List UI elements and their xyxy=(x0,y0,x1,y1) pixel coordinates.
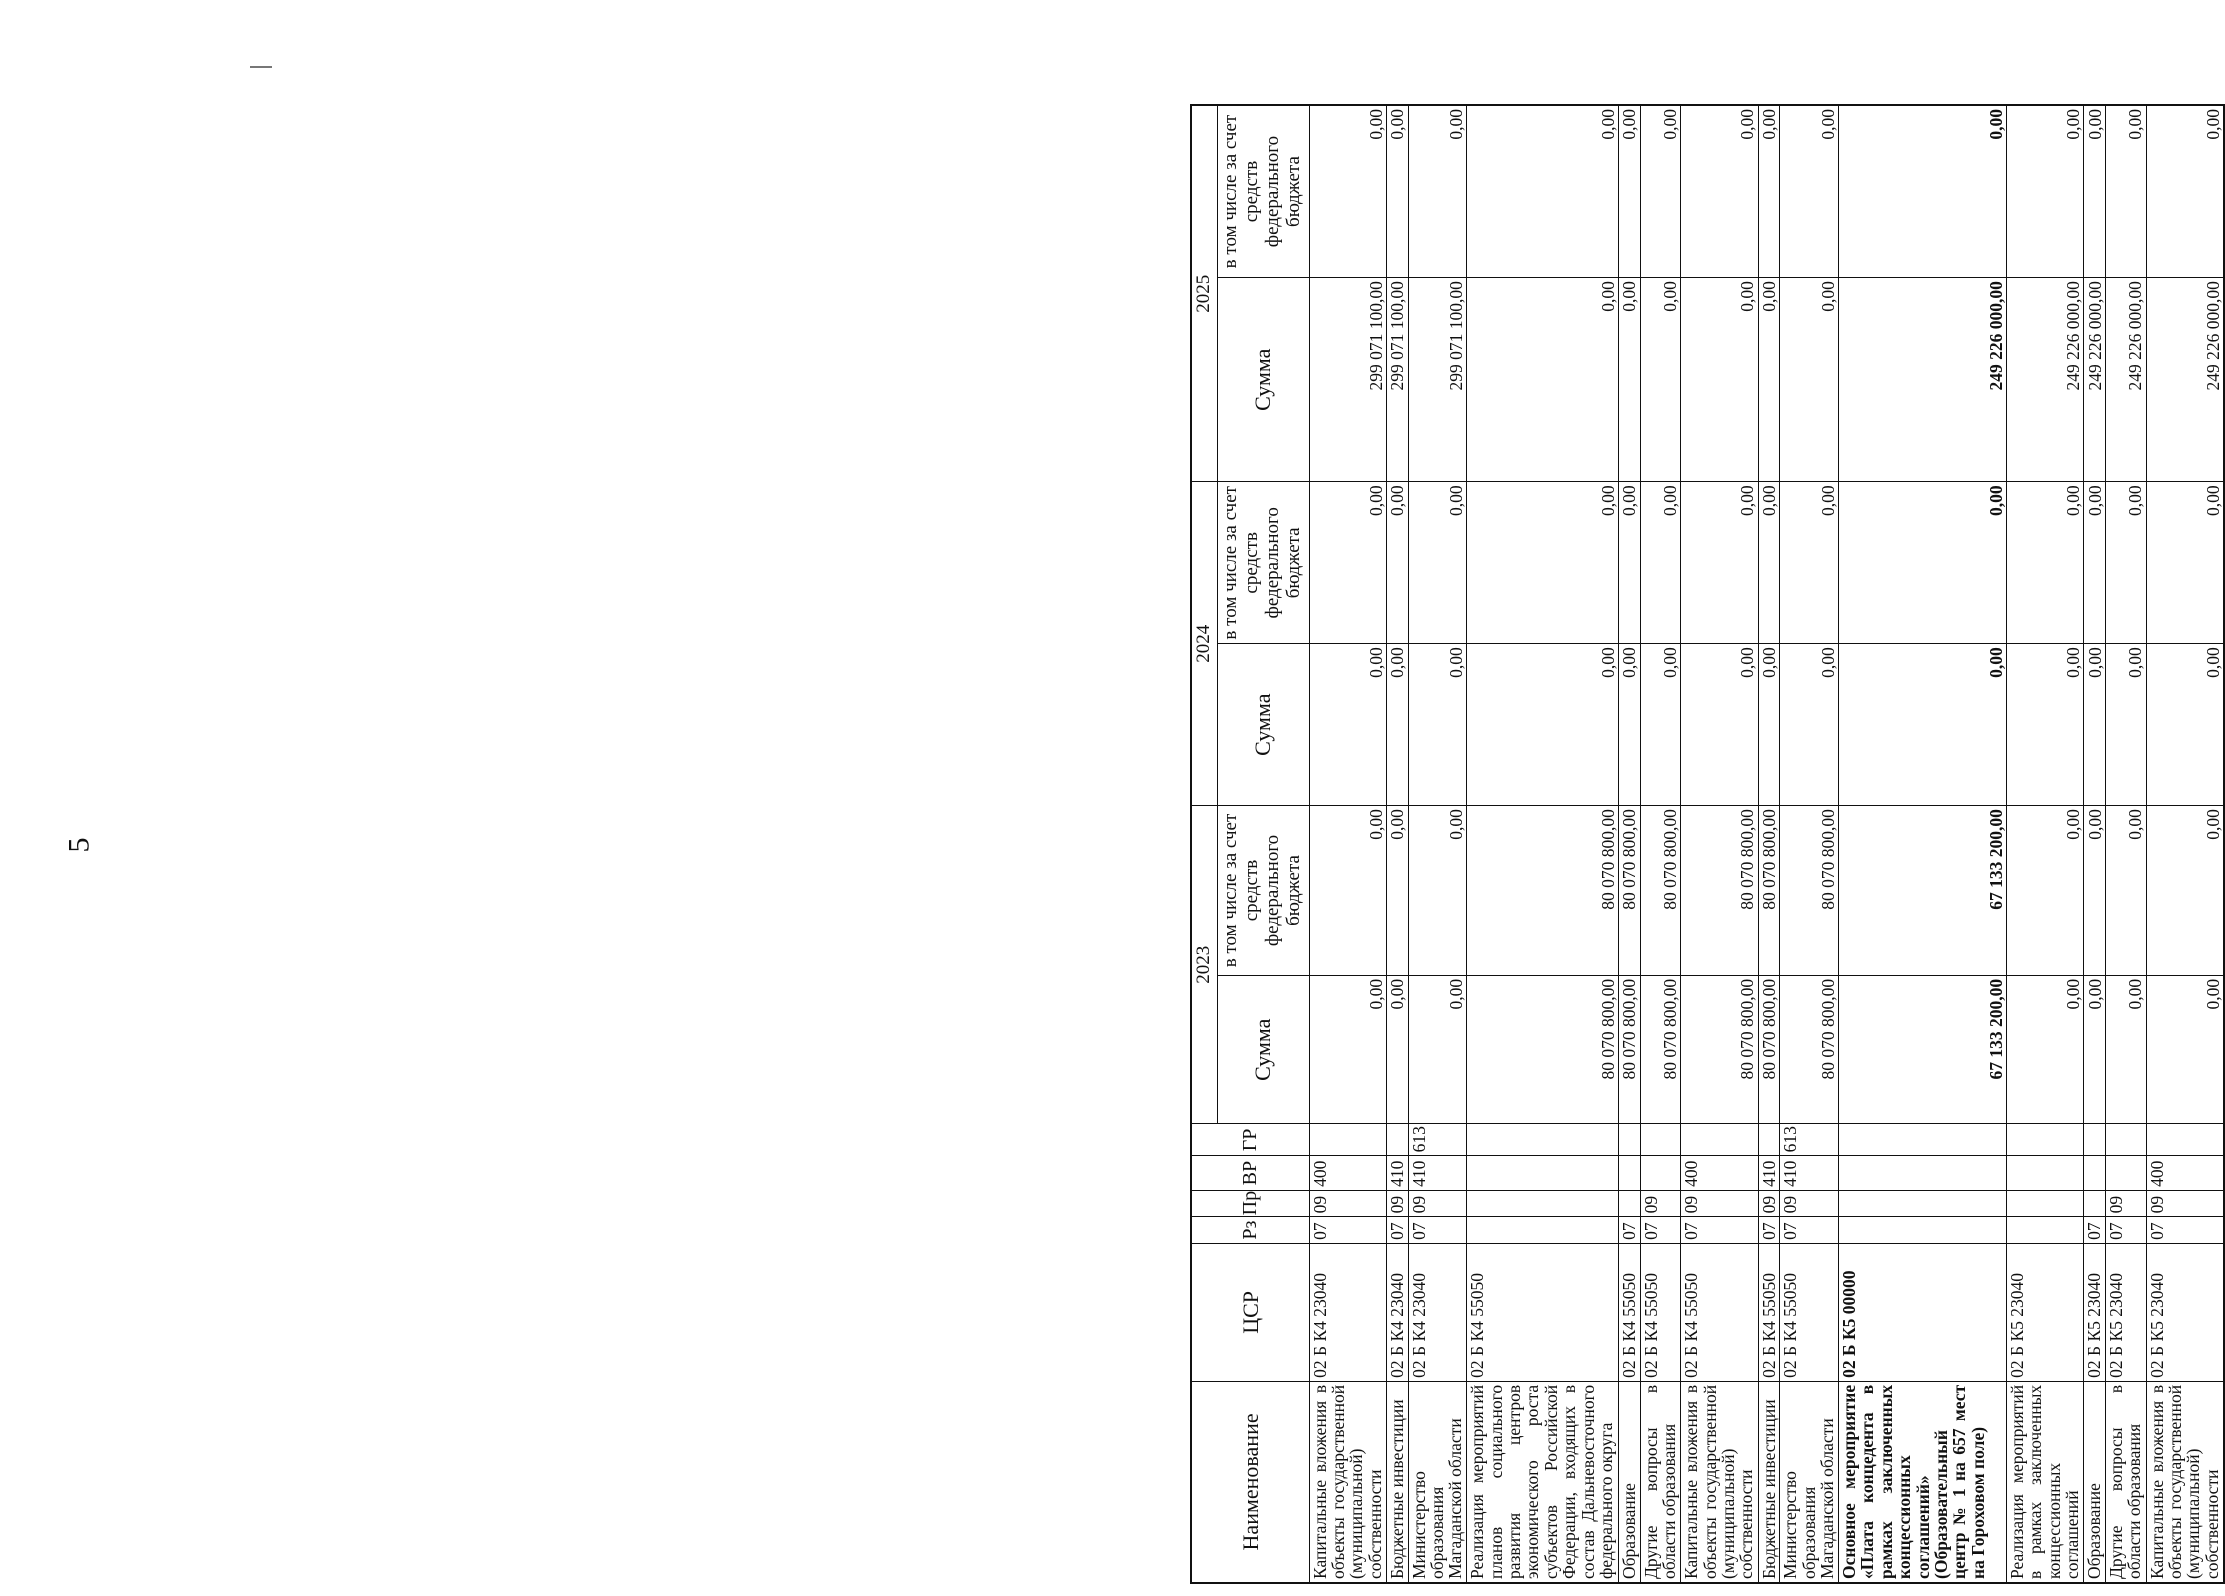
row-pr: 09 xyxy=(1408,1190,1467,1217)
row-gr xyxy=(1467,1124,1619,1156)
row-pr xyxy=(1619,1190,1641,1217)
rotated-table-wrapper xyxy=(1190,104,2225,1584)
table-row xyxy=(1619,105,1641,1583)
row-value: 249 226 000,00 xyxy=(2146,278,2224,482)
row-csr: 02 Б К5 23040 xyxy=(2146,1243,2224,1381)
row-value: 0,00 xyxy=(2106,482,2146,644)
row-value: 0,00 xyxy=(1309,975,1386,1124)
row-rz: 07 xyxy=(2084,1217,2106,1244)
table-row xyxy=(1467,105,1619,1583)
row-name: Бюджетные инвестиции xyxy=(1386,1381,1408,1583)
row-value: 0,00 xyxy=(1309,644,1386,806)
row-vr: 410 xyxy=(1386,1156,1408,1190)
row-name: Капитальные вложения в объекты государственной (муниципальной) собственности xyxy=(1309,1381,1386,1583)
row-csr: 02 Б К5 23040 xyxy=(2106,1243,2146,1381)
row-value: 299 071 100,00 xyxy=(1386,278,1408,482)
row-value: 0,00 xyxy=(1467,644,1619,806)
row-name: Основное мероприятие «Плата концедента в рамках заключенных концессионных соглашений» (Образовательный центр № 1 на 657 мест на Гороховом поле) xyxy=(1839,1381,2007,1583)
row-vr xyxy=(2084,1156,2106,1190)
row-rz: 07 xyxy=(1408,1217,1467,1244)
row-pr: 09 xyxy=(1386,1190,1408,1217)
row-value: 67 133 200,00 xyxy=(1839,975,2007,1124)
row-name: Реализация мероприятий планов социального развития центров экономического роста субъектов Российской Федерации, входящих в состав Дальневосточного федерального округа xyxy=(1467,1381,1619,1583)
row-gr xyxy=(2084,1124,2106,1156)
row-vr: 400 xyxy=(1681,1156,1758,1190)
row-name: Образование xyxy=(1619,1381,1641,1583)
row-value: 0,00 xyxy=(1758,644,1780,806)
row-value: 80 070 800,00 xyxy=(1467,975,1619,1124)
row-value: 0,00 xyxy=(1309,105,1386,278)
header-row-years xyxy=(1191,105,1217,1583)
row-rz: 07 xyxy=(2106,1217,2146,1244)
row-value: 249 226 000,00 xyxy=(2007,278,2084,482)
row-value: 0,00 xyxy=(2106,644,2146,806)
row-value: 0,00 xyxy=(2146,105,2224,278)
row-pr xyxy=(1467,1190,1619,1217)
row-gr xyxy=(2007,1124,2084,1156)
table-row xyxy=(1839,105,2007,1583)
row-gr xyxy=(1640,1124,1680,1156)
row-value: 0,00 xyxy=(1386,975,1408,1124)
row-value: 0,00 xyxy=(1681,482,1758,644)
row-csr: 02 Б К5 00000 xyxy=(1839,1243,2007,1381)
row-value: 0,00 xyxy=(2146,644,2224,806)
header-sum-2024: Сумма xyxy=(1217,644,1309,806)
row-pr: 09 xyxy=(1309,1190,1386,1217)
budget-table xyxy=(1190,104,2225,1584)
table-row xyxy=(1408,105,1467,1583)
row-value: 0,00 xyxy=(2007,975,2084,1124)
row-value: 80 070 800,00 xyxy=(1681,806,1758,976)
row-value: 0,00 xyxy=(1467,105,1619,278)
row-value: 0,00 xyxy=(1681,278,1758,482)
row-value: 0,00 xyxy=(2007,806,2084,976)
table-row xyxy=(1386,105,1408,1583)
row-value: 0,00 xyxy=(2084,482,2106,644)
row-vr: 400 xyxy=(2146,1156,2224,1190)
row-pr: 09 xyxy=(1758,1190,1780,1217)
row-rz: 07 xyxy=(2146,1217,2224,1244)
table-row xyxy=(2106,105,2146,1583)
header-rz: Рз xyxy=(1191,1217,1309,1244)
header-sum-2025: Сумма xyxy=(1217,278,1309,482)
row-vr: 410 xyxy=(1758,1156,1780,1190)
row-pr xyxy=(1839,1190,2007,1217)
row-value: 0,00 xyxy=(2084,644,2106,806)
row-value: 0,00 xyxy=(1408,482,1467,644)
header-gr: ГР xyxy=(1191,1124,1309,1156)
row-value: 0,00 xyxy=(1408,644,1467,806)
table-row xyxy=(2084,105,2106,1583)
row-value: 0,00 xyxy=(1619,105,1641,278)
row-value: 0,00 xyxy=(1619,644,1641,806)
row-csr: 02 Б К4 23040 xyxy=(1386,1243,1408,1381)
row-gr xyxy=(1681,1124,1758,1156)
scan-artifact xyxy=(250,66,272,68)
row-rz xyxy=(1467,1217,1619,1244)
row-value: 0,00 xyxy=(1640,482,1680,644)
row-value: 0,00 xyxy=(1839,644,2007,806)
row-name: Другие вопросы в области образования xyxy=(2106,1381,2146,1583)
row-csr: 02 Б К4 55050 xyxy=(1619,1243,1641,1381)
row-name: Образование xyxy=(2084,1381,2106,1583)
header-year-2023: 2023 xyxy=(1191,806,1217,1124)
table-body xyxy=(1309,105,2224,1583)
row-value: 67 133 200,00 xyxy=(1839,806,2007,976)
header-year-2025: 2025 xyxy=(1191,105,1217,482)
row-name: Министерство образования Магаданской области xyxy=(1780,1381,1839,1583)
row-value: 0,00 xyxy=(2007,482,2084,644)
row-value: 0,00 xyxy=(1640,278,1680,482)
row-gr xyxy=(2146,1124,2224,1156)
row-value: 80 070 800,00 xyxy=(1640,975,1680,1124)
header-vr: ВР xyxy=(1191,1156,1309,1190)
row-csr: 02 Б К4 55050 xyxy=(1640,1243,1680,1381)
header-year-2024: 2024 xyxy=(1191,482,1217,806)
row-rz xyxy=(1839,1217,2007,1244)
row-gr xyxy=(1758,1124,1780,1156)
row-value: 0,00 xyxy=(1619,482,1641,644)
table-row xyxy=(1309,105,1386,1583)
row-value: 299 071 100,00 xyxy=(1309,278,1386,482)
header-federal-2025: в том числе за счет средств федерального бюджета xyxy=(1217,105,1309,278)
row-value: 0,00 xyxy=(2146,806,2224,976)
row-vr xyxy=(1467,1156,1619,1190)
row-gr: 613 xyxy=(1408,1124,1467,1156)
row-rz: 07 xyxy=(1309,1217,1386,1244)
row-value: 0,00 xyxy=(1839,105,2007,278)
row-value: 0,00 xyxy=(1758,105,1780,278)
row-csr: 02 Б К4 23040 xyxy=(1309,1243,1386,1381)
row-value: 80 070 800,00 xyxy=(1780,806,1839,976)
row-pr: 09 xyxy=(2106,1190,2146,1217)
row-value: 0,00 xyxy=(2084,975,2106,1124)
row-vr xyxy=(2106,1156,2146,1190)
row-value: 0,00 xyxy=(1467,278,1619,482)
row-value: 0,00 xyxy=(2146,482,2224,644)
row-gr xyxy=(1619,1124,1641,1156)
header-csr: ЦСР xyxy=(1191,1243,1309,1381)
row-value: 0,00 xyxy=(2084,105,2106,278)
row-csr: 02 Б К5 23040 xyxy=(2084,1243,2106,1381)
row-pr: 09 xyxy=(1780,1190,1839,1217)
table-row xyxy=(1640,105,1680,1583)
row-vr: 400 xyxy=(1309,1156,1386,1190)
header-sum-2023: Сумма xyxy=(1217,975,1309,1124)
row-value: 80 070 800,00 xyxy=(1467,806,1619,976)
row-value: 80 070 800,00 xyxy=(1619,975,1641,1124)
page-number: 5 xyxy=(62,837,96,853)
row-rz: 07 xyxy=(1386,1217,1408,1244)
row-value: 80 070 800,00 xyxy=(1758,975,1780,1124)
row-value: 0,00 xyxy=(2084,806,2106,976)
row-value: 0,00 xyxy=(1640,644,1680,806)
row-vr: 410 xyxy=(1408,1156,1467,1190)
row-value: 0,00 xyxy=(1386,806,1408,976)
row-value: 0,00 xyxy=(1619,278,1641,482)
row-value: 0,00 xyxy=(1780,278,1839,482)
row-value: 0,00 xyxy=(2007,105,2084,278)
row-pr xyxy=(2084,1190,2106,1217)
table-row xyxy=(1758,105,1780,1583)
row-name: Другие вопросы в области образования xyxy=(1640,1381,1680,1583)
header-name: Наименование xyxy=(1191,1381,1309,1583)
header-pr: Пр xyxy=(1191,1190,1309,1217)
row-value: 0,00 xyxy=(1681,644,1758,806)
row-value: 80 070 800,00 xyxy=(1758,806,1780,976)
row-rz: 07 xyxy=(1640,1217,1680,1244)
row-name: Капитальные вложения в объекты государственной (муниципальной) собственности xyxy=(2146,1381,2224,1583)
row-value: 0,00 xyxy=(2106,806,2146,976)
row-value: 0,00 xyxy=(1681,105,1758,278)
row-value: 80 070 800,00 xyxy=(1681,975,1758,1124)
row-value: 0,00 xyxy=(1467,482,1619,644)
row-value: 0,00 xyxy=(1758,482,1780,644)
row-csr: 02 Б К4 55050 xyxy=(1758,1243,1780,1381)
row-value: 0,00 xyxy=(1780,482,1839,644)
row-value: 0,00 xyxy=(1309,482,1386,644)
row-pr xyxy=(2007,1190,2084,1217)
row-value: 0,00 xyxy=(1386,644,1408,806)
row-value: 249 226 000,00 xyxy=(2106,278,2146,482)
row-vr: 410 xyxy=(1780,1156,1839,1190)
row-pr: 09 xyxy=(2146,1190,2224,1217)
row-value: 0,00 xyxy=(1408,105,1467,278)
row-value: 0,00 xyxy=(1408,975,1467,1124)
row-rz: 07 xyxy=(1681,1217,1758,1244)
row-value: 80 070 800,00 xyxy=(1780,975,1839,1124)
row-csr: 02 Б К4 55050 xyxy=(1467,1243,1619,1381)
header-federal-2023: в том числе за счет средств федерального бюджета xyxy=(1217,806,1309,976)
row-vr xyxy=(2007,1156,2084,1190)
row-value: 249 226 000,00 xyxy=(1839,278,2007,482)
row-pr: 09 xyxy=(1640,1190,1680,1217)
row-name: Капитальные вложения в объекты государственной (муниципальной) собственности xyxy=(1681,1381,1758,1583)
row-value: 0,00 xyxy=(1780,644,1839,806)
row-value: 0,00 xyxy=(1780,105,1839,278)
row-value: 0,00 xyxy=(1640,105,1680,278)
row-csr: 02 Б К4 23040 xyxy=(1408,1243,1467,1381)
row-value: 0,00 xyxy=(2146,975,2224,1124)
row-gr xyxy=(1386,1124,1408,1156)
row-csr: 02 Б К4 55050 xyxy=(1681,1243,1758,1381)
row-rz: 07 xyxy=(1619,1217,1641,1244)
row-name: Министерство образования Магаданской области xyxy=(1408,1381,1467,1583)
header-federal-2024: в том числе за счет средств федерального бюджета xyxy=(1217,482,1309,644)
row-value: 0,00 xyxy=(1386,105,1408,278)
row-name: Реализация мероприятий в рамках заключенных концессионных соглашений xyxy=(2007,1381,2084,1583)
row-vr xyxy=(1839,1156,2007,1190)
row-gr xyxy=(1839,1124,2007,1156)
row-gr xyxy=(2106,1124,2146,1156)
row-gr xyxy=(1309,1124,1386,1156)
row-value: 0,00 xyxy=(2106,975,2146,1124)
row-rz: 07 xyxy=(1758,1217,1780,1244)
row-name: Бюджетные инвестиции xyxy=(1758,1381,1780,1583)
row-pr: 09 xyxy=(1681,1190,1758,1217)
table-row xyxy=(1780,105,1839,1583)
row-value: 0,00 xyxy=(2007,644,2084,806)
row-csr: 02 Б К5 23040 xyxy=(2007,1243,2084,1381)
row-value: 80 070 800,00 xyxy=(1619,806,1641,976)
table-row xyxy=(1681,105,1758,1583)
table-row xyxy=(2146,105,2224,1583)
row-value: 80 070 800,00 xyxy=(1640,806,1680,976)
row-value: 0,00 xyxy=(1386,482,1408,644)
row-value: 299 071 100,00 xyxy=(1408,278,1467,482)
row-value: 0,00 xyxy=(1309,806,1386,976)
row-rz xyxy=(2007,1217,2084,1244)
row-value: 0,00 xyxy=(1758,278,1780,482)
row-value: 0,00 xyxy=(1839,482,2007,644)
row-vr xyxy=(1640,1156,1680,1190)
row-gr: 613 xyxy=(1780,1124,1839,1156)
row-value: 0,00 xyxy=(2106,105,2146,278)
row-value: 249 226 000,00 xyxy=(2084,278,2106,482)
row-rz: 07 xyxy=(1780,1217,1839,1244)
row-csr: 02 Б К4 55050 xyxy=(1780,1243,1839,1381)
table-row xyxy=(2007,105,2084,1583)
row-value: 0,00 xyxy=(1408,806,1467,976)
row-vr xyxy=(1619,1156,1641,1190)
